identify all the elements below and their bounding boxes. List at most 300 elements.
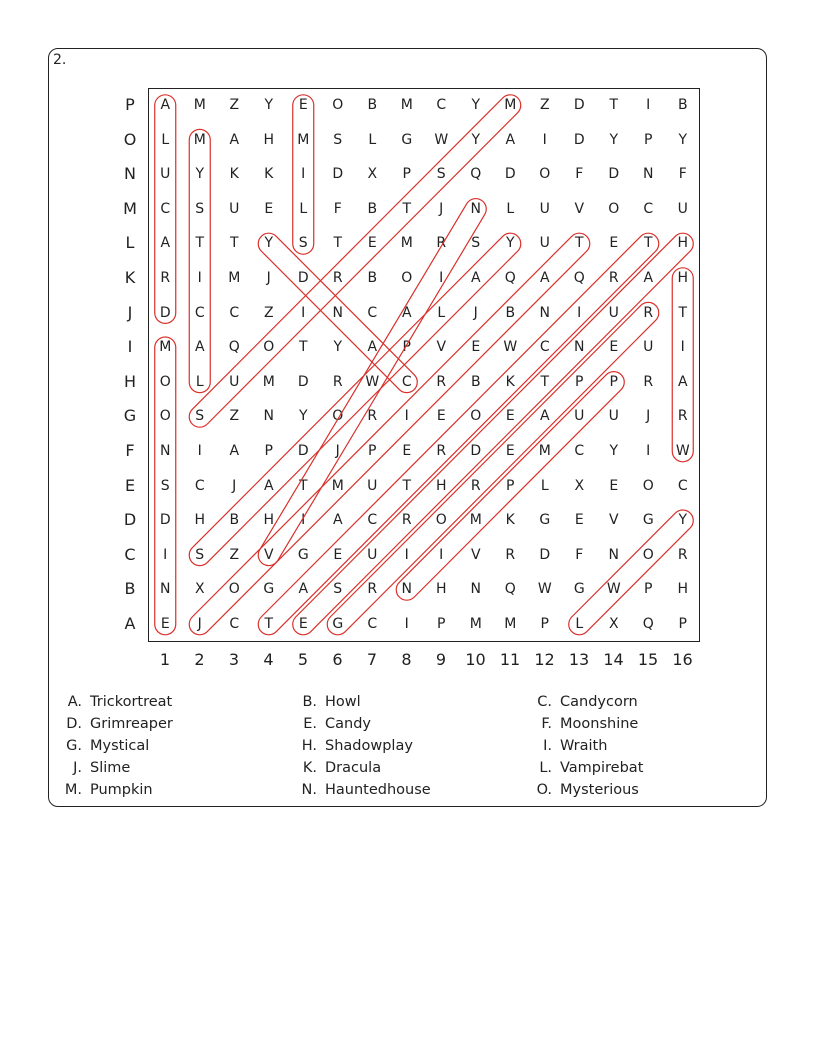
grid-letter: C — [367, 304, 378, 321]
grid-letter: T — [540, 373, 550, 390]
grid-letter: C — [194, 477, 205, 494]
grid-letter: L — [368, 131, 377, 148]
column-label: 16 — [672, 650, 693, 669]
grid-letter: T — [402, 477, 412, 494]
grid-letter: N — [470, 581, 481, 598]
grid-letter: H — [677, 581, 689, 598]
clue-key: H. — [301, 738, 317, 754]
grid-letter: I — [301, 166, 306, 183]
grid-letter: U — [677, 200, 688, 217]
grid-letter: D — [608, 166, 620, 183]
clue-word: Pumpkin — [90, 782, 153, 798]
grid-letter: R — [367, 408, 378, 425]
grid-letter: O — [642, 546, 654, 563]
grid-letter: Z — [229, 546, 240, 563]
clue-word: Mystical — [90, 738, 150, 754]
grid-letter: S — [298, 235, 308, 252]
grid-letter: F — [333, 200, 342, 217]
row-label: B — [124, 579, 136, 599]
grid-letter: C — [643, 200, 654, 217]
grid-letter: Y — [298, 408, 308, 425]
grid-letter: K — [264, 166, 274, 183]
clue-key: B. — [302, 694, 317, 710]
grid-letter: C — [539, 339, 550, 356]
clue-item — [293, 760, 381, 776]
column-label: 3 — [228, 650, 240, 669]
grid-letter: E — [609, 477, 619, 494]
grid-letter: Q — [504, 270, 516, 286]
row-label: O — [123, 129, 137, 149]
clue-word: Hauntedhouse — [325, 782, 431, 798]
grid-letter: R — [401, 512, 412, 529]
grid-letter: S — [436, 166, 446, 183]
grid-letter: R — [332, 373, 343, 390]
column-label: 8 — [401, 650, 412, 669]
clue-item — [293, 694, 361, 710]
clue-word: Grimreaper — [90, 716, 173, 732]
grid-letter: E — [505, 443, 515, 459]
grid-letter: M — [504, 97, 517, 113]
column-label: 11 — [499, 650, 521, 669]
grid-letter: Y — [333, 339, 343, 356]
grid-letter: I — [404, 616, 409, 632]
grid-letter: Y — [471, 131, 481, 148]
grid-letter: U — [229, 200, 240, 217]
grid-letter: G — [539, 512, 551, 529]
grid-letter: E — [609, 339, 619, 356]
grid-letter: I — [439, 546, 444, 563]
grid-letter: S — [195, 200, 205, 217]
grid-letter: S — [160, 477, 170, 494]
grid-letter: Y — [471, 97, 481, 113]
grid-letter: I — [542, 131, 547, 148]
grid-letter: L — [506, 200, 515, 217]
clue-word: Candycorn — [560, 694, 638, 710]
grid-letter: Q — [642, 616, 654, 632]
grid-letter: F — [678, 166, 687, 183]
grid-letter: C — [677, 477, 688, 494]
column-label: 15 — [637, 650, 659, 669]
grid-letter: E — [160, 616, 170, 632]
grid-letter: Y — [195, 166, 205, 183]
clue-word: Slime — [90, 760, 131, 776]
grid-letter: O — [332, 408, 344, 425]
grid-letter: C — [436, 97, 447, 113]
grid-letter: M — [297, 131, 310, 148]
grid-letter: U — [539, 235, 550, 252]
grid-letter: D — [573, 131, 585, 148]
grid-letter: K — [505, 512, 515, 529]
grid-letter: A — [160, 235, 171, 252]
grid-letter: B — [367, 270, 378, 286]
grid-letter: R — [367, 581, 378, 598]
grid-letter: A — [298, 581, 309, 598]
grid-letter: C — [160, 200, 171, 217]
clue-item — [58, 716, 173, 732]
column-label: 2 — [194, 650, 205, 669]
grid-letter: A — [677, 373, 688, 390]
grid-letter: P — [644, 581, 653, 598]
grid-letter: E — [609, 235, 619, 252]
grid-letter: O — [332, 97, 344, 113]
grid-letter: M — [159, 339, 172, 356]
clue-item — [58, 760, 130, 776]
clue-word: Vampirebat — [560, 760, 644, 776]
grid-letter: M — [193, 97, 206, 113]
grid-letter: P — [264, 443, 273, 459]
grid-letter: I — [197, 270, 202, 286]
column-label: 7 — [366, 650, 378, 669]
grid-letter: Y — [609, 443, 619, 459]
grid-letter: R — [436, 443, 447, 459]
grid-letter: A — [470, 270, 481, 286]
grid-letter: I — [404, 408, 409, 425]
grid-letter: C — [229, 616, 240, 632]
grid-letter: M — [331, 477, 344, 494]
grid-letter: G — [332, 616, 344, 632]
grid-letter: P — [402, 339, 411, 356]
clue-key: N. — [301, 782, 317, 798]
grid-letter: V — [574, 200, 585, 217]
grid-letter: J — [473, 304, 478, 321]
grid-letter: W — [434, 131, 449, 148]
grid-letter: U — [367, 546, 378, 563]
row-label: H — [123, 371, 137, 391]
grid-letter: E — [298, 97, 308, 113]
grid-letter: Q — [573, 270, 585, 286]
grid-letter: C — [574, 443, 585, 459]
grid-letter: P — [506, 477, 515, 494]
grid-letter: T — [195, 235, 205, 252]
grid-letter: I — [646, 97, 651, 113]
grid-letter: R — [160, 270, 171, 286]
grid-letter: H — [194, 512, 206, 529]
grid-letter: L — [161, 131, 170, 148]
grid-letter: N — [470, 200, 481, 217]
clue-word: Candy — [325, 716, 371, 732]
grid-letter: O — [228, 581, 240, 598]
clue-key: F. — [541, 716, 552, 732]
grid-letter: H — [677, 270, 689, 286]
grid-letter: O — [401, 270, 413, 286]
column-label: 14 — [603, 650, 624, 669]
grid-letter: A — [229, 443, 240, 459]
grid-letter: M — [504, 616, 517, 632]
grid-letter: P — [609, 373, 618, 390]
grid-letter: D — [159, 304, 171, 321]
grid-letter: J — [335, 443, 340, 459]
column-label: 6 — [332, 650, 343, 669]
grid-letter: W — [365, 373, 380, 390]
row-label: E — [124, 475, 136, 495]
grid-letter: V — [263, 546, 274, 563]
grid-letter: N — [539, 304, 550, 321]
grid-letter: S — [333, 581, 343, 598]
column-label: 1 — [159, 650, 171, 669]
grid-letter: G — [642, 512, 654, 529]
column-label: 5 — [297, 650, 309, 669]
grid-letter: E — [436, 408, 446, 425]
grid-letter: E — [505, 408, 515, 425]
grid-letter: P — [678, 616, 687, 632]
grid-letter: B — [470, 373, 481, 390]
column-label: 10 — [465, 650, 486, 669]
clue-word: Wraith — [560, 738, 608, 754]
grid-letter: B — [677, 97, 688, 113]
clue-key: J. — [73, 760, 82, 776]
grid-letter: N — [160, 443, 171, 459]
grid-letter: H — [435, 581, 447, 598]
grid-letter: J — [232, 477, 237, 494]
grid-letter: T — [402, 200, 412, 217]
grid-letter: T — [298, 477, 308, 494]
grid-letter: E — [402, 443, 412, 459]
clue-item — [58, 738, 149, 754]
grid-letter: O — [470, 408, 482, 425]
grid-letter: A — [160, 97, 171, 113]
grid-letter: U — [608, 304, 619, 321]
row-label: F — [125, 441, 135, 460]
grid-letter: Y — [264, 235, 274, 252]
grid-letter: D — [573, 97, 585, 113]
clue-key: D. — [66, 716, 82, 732]
grid-letter: T — [678, 304, 688, 321]
grid-letter: M — [469, 512, 482, 529]
grid-letter: B — [229, 512, 240, 529]
grid-letter: Z — [539, 97, 550, 113]
grid-letter: O — [642, 477, 654, 494]
row-label: K — [124, 268, 136, 287]
grid-letter: J — [439, 200, 444, 217]
grid-letter: R — [470, 477, 481, 494]
clue-item — [528, 738, 607, 754]
grid-letter: H — [263, 131, 275, 148]
grid-letter: L — [195, 373, 204, 390]
clue-key: A. — [67, 694, 82, 710]
grid-letter: A — [367, 339, 378, 356]
grid-letter: V — [470, 546, 481, 563]
grid-letter: D — [297, 443, 309, 459]
grid-letter: Z — [263, 304, 274, 321]
row-label: P — [125, 95, 135, 114]
grid-letter: T — [264, 616, 274, 632]
grid-letter: E — [333, 546, 343, 563]
grid-letter: S — [195, 546, 205, 563]
grid-letter: G — [573, 581, 585, 598]
grid-letter: F — [575, 166, 584, 183]
grid-letter: W — [606, 581, 621, 598]
grid-letter: X — [367, 166, 378, 183]
grid-letter: U — [229, 373, 240, 390]
grid-letter: J — [197, 616, 202, 632]
column-label: 12 — [534, 650, 555, 669]
clue-word: Dracula — [325, 760, 382, 776]
grid-letter: P — [540, 616, 549, 632]
clue-item — [293, 782, 431, 798]
grid-letter: A — [643, 270, 654, 286]
grid-letter: D — [504, 166, 516, 183]
grid-letter: X — [194, 581, 205, 598]
grid-letter: O — [539, 166, 551, 183]
grid-letter: H — [677, 235, 689, 252]
grid-letter: I — [439, 270, 444, 286]
column-label: 9 — [435, 650, 447, 669]
grid-letter: U — [539, 200, 550, 217]
grid-letter: I — [197, 443, 202, 459]
row-label: L — [125, 233, 135, 253]
grid-letter: Q — [470, 166, 482, 183]
grid-letter: N — [263, 408, 274, 425]
clue-key: K. — [302, 760, 317, 776]
grid-letter: E — [471, 339, 481, 356]
grid-letter: O — [608, 200, 620, 217]
grid-letter: N — [401, 581, 412, 598]
grid-letter: R — [643, 304, 654, 321]
grid-letter: T — [333, 235, 343, 252]
clue-word: Mysterious — [560, 782, 639, 798]
grid-letter: R — [505, 546, 516, 563]
grid-letter: B — [367, 97, 378, 113]
grid-letter: K — [505, 373, 515, 390]
clue-key: O. — [536, 782, 552, 798]
clue-key: L. — [539, 760, 552, 776]
grid-letter: C — [367, 616, 378, 632]
grid-letter: N — [332, 304, 343, 321]
clue-word: Howl — [325, 694, 361, 710]
grid-letter: I — [404, 546, 409, 563]
grid-letter: M — [228, 270, 241, 286]
row-label: G — [123, 406, 137, 426]
grid-letter: M — [262, 373, 275, 390]
grid-letter: A — [539, 270, 550, 286]
column-label: 13 — [568, 650, 590, 669]
grid-letter: Y — [609, 131, 619, 148]
clue-item — [58, 694, 172, 710]
row-label: N — [124, 164, 136, 184]
grid-letter: E — [264, 200, 274, 217]
grid-letter: G — [263, 581, 275, 598]
grid-letter: C — [194, 304, 205, 321]
grid-letter: H — [263, 512, 275, 529]
grid-letter: Y — [678, 131, 688, 148]
grid-letter: I — [577, 304, 582, 321]
grid-letter: L — [540, 477, 549, 494]
grid-letter: O — [159, 373, 171, 390]
grid-letter: E — [574, 512, 584, 529]
grid-letter: A — [194, 339, 205, 356]
grid-letter: S — [333, 131, 343, 148]
grid-letter: D — [159, 512, 171, 529]
grid-letter: O — [435, 512, 447, 529]
grid-letter: R — [436, 373, 447, 390]
grid-letter: X — [574, 477, 585, 494]
grid-letter: P — [575, 373, 584, 390]
puzzle-number: 2. — [53, 52, 67, 68]
grid-letter: M — [538, 443, 551, 459]
grid-letter: M — [400, 235, 413, 252]
grid-letter: Z — [229, 408, 240, 425]
grid-letter: I — [680, 339, 685, 356]
clue-key: G. — [66, 738, 82, 754]
grid-letter: N — [160, 581, 171, 598]
grid-letter: R — [608, 270, 619, 286]
grid-letter: A — [539, 408, 550, 425]
grid-letter: I — [163, 546, 168, 563]
grid-letter: S — [471, 235, 481, 252]
grid-letter: Q — [228, 339, 240, 356]
grid-letter: L — [575, 616, 584, 632]
grid-letter: P — [437, 616, 446, 632]
clue-item — [528, 760, 643, 776]
grid-letter: R — [677, 408, 688, 425]
row-label: A — [124, 614, 136, 633]
grid-letter: M — [400, 97, 413, 113]
row-label: I — [127, 337, 133, 357]
grid-letter: D — [470, 443, 482, 459]
row-label: C — [124, 544, 136, 564]
grid-letter: O — [159, 408, 171, 425]
grid-letter: D — [297, 373, 309, 390]
grid-letter: E — [298, 616, 308, 632]
grid-letter: A — [505, 131, 516, 148]
clue-item — [528, 694, 638, 710]
grid-letter: T — [643, 235, 653, 252]
grid-letter: W — [675, 443, 690, 459]
row-label: J — [127, 302, 133, 322]
grid-letter: I — [301, 512, 306, 529]
grid-letter: I — [301, 304, 306, 321]
clue-item — [528, 716, 638, 732]
grid-letter: M — [469, 616, 482, 632]
clue-key: M. — [64, 782, 82, 798]
grid-letter: T — [609, 97, 619, 113]
grid-letter: O — [263, 339, 275, 356]
grid-letter: B — [505, 304, 516, 321]
grid-letter: J — [266, 270, 271, 286]
grid-letter: L — [299, 200, 308, 217]
grid-letter: C — [401, 373, 412, 390]
grid-letter: U — [160, 166, 171, 183]
grid-letter: V — [608, 512, 619, 529]
grid-letter: R — [677, 546, 688, 563]
grid-letter: U — [643, 339, 654, 356]
grid-letter: R — [643, 373, 654, 390]
grid-letter: Z — [229, 97, 240, 113]
grid-letter: D — [332, 166, 344, 183]
grid-letter: R — [436, 235, 447, 252]
grid-letter: Y — [264, 97, 274, 113]
clue-word: Trickortreat — [90, 694, 173, 710]
grid-letter: K — [229, 166, 239, 183]
grid-letter: A — [229, 131, 240, 148]
grid-letter: Y — [505, 235, 515, 252]
clue-item — [293, 738, 413, 754]
grid-letter: P — [644, 131, 653, 148]
grid-letter: C — [229, 304, 240, 321]
grid-letter: H — [435, 477, 447, 494]
clue-key: C. — [537, 694, 552, 710]
column-label: 4 — [263, 650, 274, 669]
grid-letter: M — [193, 131, 206, 148]
grid-letter: S — [195, 408, 205, 425]
row-label: M — [123, 198, 137, 218]
grid-letter: T — [298, 339, 308, 356]
grid-letter: Q — [504, 581, 516, 598]
grid-letter: W — [503, 339, 518, 356]
grid-letter: L — [437, 304, 446, 321]
grid-letter: W — [537, 581, 552, 598]
grid-letter: J — [646, 408, 651, 425]
